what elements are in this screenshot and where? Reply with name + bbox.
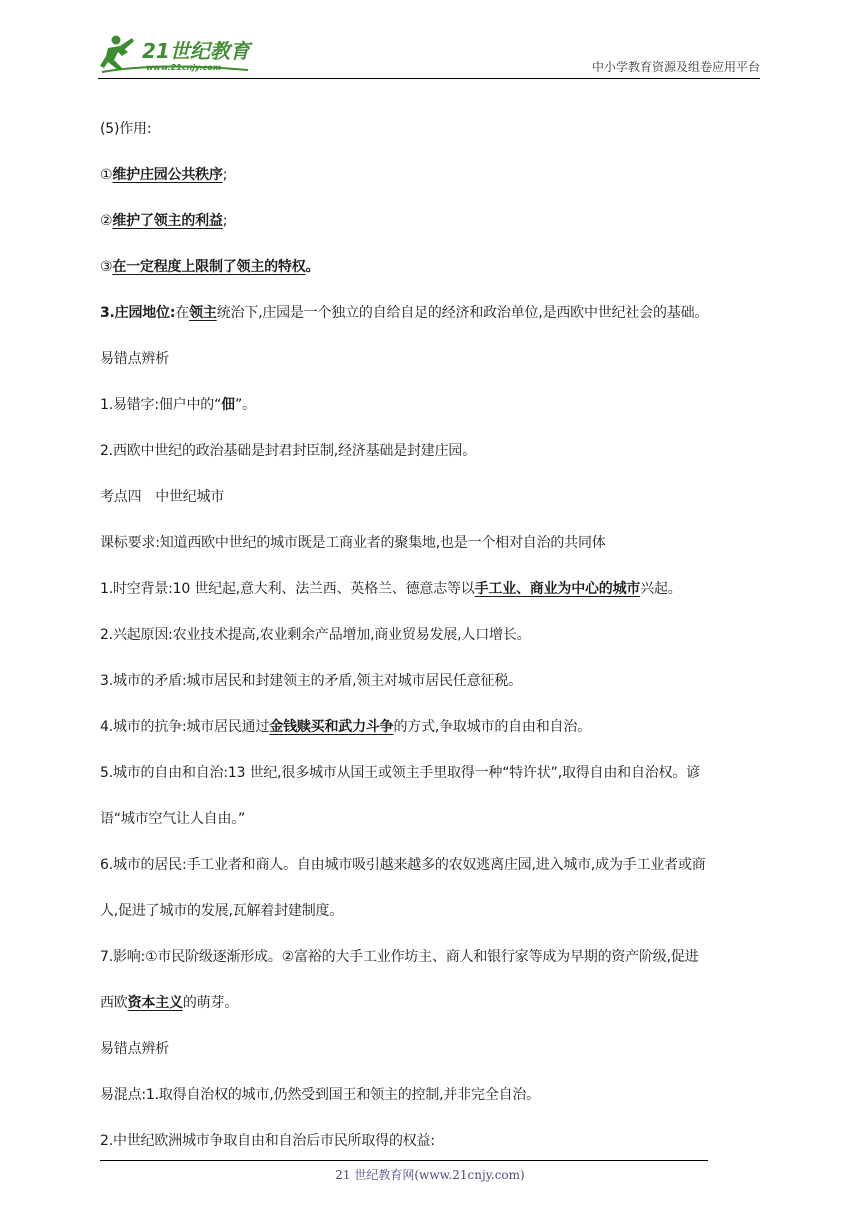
text-run: 3.城市的矛盾:城市居民和封建领主的矛盾,领主对城市居民任意征税。 (100, 673, 522, 689)
text-run: 的萌芽。 (182, 995, 239, 1011)
runner-logo-icon (98, 32, 268, 76)
text-run: 1.易错字:佃户中的“ (100, 397, 222, 413)
text-run: 5.城市的自由和自治:13 世纪,很多城市从国王或领主手里取得一种“特许状”,取得自由和自治权。谚 (100, 765, 700, 781)
text-run: ② (100, 213, 113, 229)
text-paragraph (100, 382, 770, 428)
bold-text: 3.庄园地位: (100, 305, 176, 321)
text-run: 2.中世纪欧洲城市争取自由和自治后市民所取得的权益: (100, 1133, 435, 1149)
text-paragraph (100, 704, 770, 750)
text-run: 7.影响:①市民阶级逐渐形成。②富裕的大手工业作坊主、商人和银行家等成为早期的资产阶级,促进 (100, 949, 699, 965)
text-run: 2.西欧中世纪的政治基础是封君封臣制,经济基础是封建庄园。 (100, 443, 477, 459)
text-paragraph (100, 658, 770, 704)
text-paragraph (100, 1118, 770, 1164)
text-run: ; (222, 167, 228, 183)
text-run: 1.时空背景:10 世纪起,意大利、法兰西、英格兰、德意志等以 (100, 581, 475, 597)
underlined-key-term: 资本主义 (127, 995, 183, 1011)
page-header (98, 28, 760, 79)
underlined-key-term: 维护了领主的利益 (112, 213, 223, 229)
text-paragraph (100, 980, 770, 1026)
text-run: 语“城市空气让人自由。” (100, 811, 246, 827)
document-body (100, 106, 770, 1164)
text-paragraph (100, 934, 770, 980)
logo-text: 21世纪教育 (142, 39, 250, 63)
text-paragraph (100, 336, 770, 382)
text-paragraph (100, 428, 770, 474)
text-paragraph (100, 796, 770, 842)
text-run: 2.兴起原因:农业技术提高,农业剩余产品增加,商业贸易发展,人口增长。 (100, 627, 531, 643)
text-run: 考点四 中世纪城市 (100, 489, 225, 505)
text-run: 4.城市的抗争:城市居民通过 (100, 719, 270, 735)
text-paragraph (100, 842, 770, 888)
text-run: 在 (175, 305, 190, 321)
underlined-key-term: 手工业、商业为中心的城市 (474, 581, 641, 597)
text-paragraph (100, 106, 770, 152)
text-run: ; (222, 213, 228, 229)
footer-divider (100, 1160, 708, 1161)
text-paragraph (100, 1026, 770, 1072)
text-run: 课标要求:知道西欧中世纪的城市既是工商业者的聚集地,也是一个相对自治的共同体 (100, 535, 606, 551)
text-paragraph (100, 152, 770, 198)
text-run: ① (100, 167, 113, 183)
logo-url: www.21cnjy.com (146, 63, 222, 72)
text-run: 易错点辨析 (100, 1041, 169, 1057)
text-run: 统治下,庄园是一个独立的自给自足的经济和政治单位,是西欧中世纪社会的基础。 (216, 305, 709, 321)
underlined-key-term: 领主 (189, 305, 217, 321)
text-run: 的方式,争取城市的自由和自治。 (393, 719, 591, 735)
underlined-key-term: 在一定程度上限制了领主的特权 (112, 259, 306, 275)
text-paragraph (100, 612, 770, 658)
text-run: (5)作用: (100, 121, 152, 137)
text-paragraph (100, 520, 770, 566)
site-logo[interactable] (98, 32, 268, 76)
bold-text: 佃 (221, 397, 235, 413)
text-run: 西欧 (100, 995, 128, 1011)
text-paragraph (100, 244, 770, 290)
text-run: 兴起。 (640, 581, 682, 597)
text-paragraph (100, 566, 770, 612)
text-paragraph (100, 474, 770, 520)
footer-text: 21 世纪教育网(www.21cnjy.com) (335, 1168, 525, 1182)
text-paragraph (100, 888, 770, 934)
underlined-key-term: 金钱赎买和武力斗争 (269, 719, 394, 735)
text-run: 易错点辨析 (100, 351, 169, 367)
underlined-key-term: 维护庄园公共秩序 (112, 167, 223, 183)
text-paragraph (100, 1072, 770, 1118)
bold-text: 。 (305, 259, 320, 275)
text-run: 易混点:1.取得自治权的城市,仍然受到国王和领主的控制,并非完全自治。 (100, 1087, 540, 1103)
platform-title: 中小学教育资源及组卷应用平台 (591, 60, 760, 74)
text-paragraph (100, 198, 770, 244)
text-run: 人,促进了城市的发展,瓦解着封建制度。 (100, 903, 344, 919)
text-run: ③ (100, 259, 113, 275)
text-paragraph (100, 290, 770, 336)
text-run: 6.城市的居民:手工业者和商人。自由城市吸引越来越多的农奴逃离庄园,进入城市,成为手工业者或商 (100, 857, 706, 873)
text-run: ”。 (234, 397, 256, 413)
text-paragraph (100, 750, 770, 796)
